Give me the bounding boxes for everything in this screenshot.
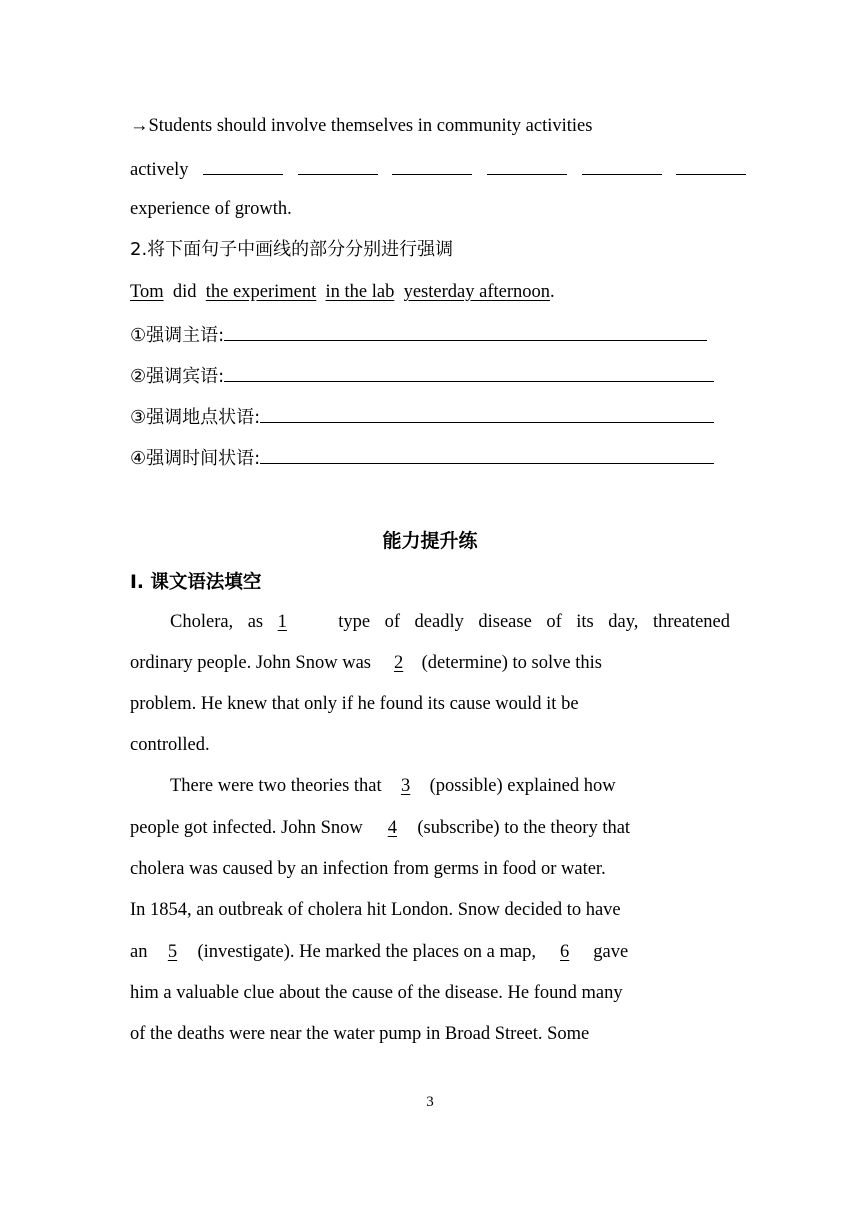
gap-3[interactable]: 3 [401,776,411,796]
gap-5[interactable]: 5 [167,942,178,962]
text-fragment: (determine) to solve this [421,653,602,673]
underlined-place: in the lab [325,282,395,302]
text-fragment: (subscribe) to the theory that [417,818,631,838]
item-label: ②强调宾语: [130,366,225,387]
text-fragment: an [130,942,148,962]
answer-blank[interactable] [392,156,472,175]
answer-line[interactable] [260,445,714,464]
passage-line: him a valuable clue about the cause of the disease. He found many [130,983,623,1003]
answer-line[interactable] [260,404,714,423]
answer-blank[interactable] [582,156,662,175]
item-emphasize-place [130,404,730,430]
text-fragment: gave [588,942,629,962]
passage-line: of the deaths were near the water pump in Broad Street. Some [130,1024,590,1044]
answer-blank[interactable] [487,156,567,175]
text-fragment: (investigate). He marked the places on a map, [197,942,541,962]
passage-line: problem. He knew that only if he found its cause would it be [130,694,579,714]
answer-line[interactable] [224,322,707,341]
underlined-time: yesterday afternoon [403,282,550,302]
passage-line: In 1854, an outbreak of cholera hit London. Snow decided to have [130,900,621,920]
text-fragment: people got infected. John Snow [130,818,368,838]
passage-line [130,940,730,964]
text-fragment: There were two theories that [170,776,382,796]
passage-line [170,610,730,634]
passage-line: controlled. [130,735,210,755]
text-fragment: (possible) explained how [429,776,616,796]
passage-line [130,816,730,840]
underlined-object: the experiment [205,282,317,302]
item-emphasize-subject [130,322,730,348]
example-sentence [130,280,730,304]
underlined-subject: Tom [130,282,164,302]
fill-line [130,156,730,182]
passage-line: cholera was caused by an infection from germs in food or water. [130,859,606,879]
answer-blank[interactable] [298,156,378,175]
gap-2[interactable]: 2 [393,653,404,673]
gap-6[interactable]: 6 [560,942,570,962]
sentence-end: . [550,282,555,302]
text-line: →Students should involve themselves in community activities [130,116,593,136]
item-label: ③强调地点状语: [130,407,261,428]
item-emphasize-object [130,363,730,389]
answer-blank[interactable] [676,156,746,175]
passage-line [130,651,730,675]
question-instruction: 2.将下面句子中画线的部分分别进行强调 [130,239,454,260]
answer-blank[interactable] [203,156,283,175]
text-fragment: ordinary people. John Snow was [130,653,376,673]
item-label: ①强调主语: [130,325,225,346]
item-label: ④强调时间状语: [130,448,261,469]
subsection-title: Ⅰ. 课文语法填空 [130,572,262,593]
text-fragment: Cholera, as [170,612,278,632]
answer-line[interactable] [224,363,714,382]
item-emphasize-time [130,445,730,471]
passage-line [170,774,730,798]
gap-1[interactable]: 1 [277,612,287,632]
gap-4[interactable]: 4 [387,818,397,838]
text-fragment: actively [130,160,189,180]
sentence-word: did [172,282,197,302]
page-number: 3 [426,1094,434,1110]
section-title: 能力提升练 [382,530,478,552]
text-fragment: type of deadly disease of its day, threatened [323,612,730,632]
text-line: experience of growth. [130,199,292,219]
